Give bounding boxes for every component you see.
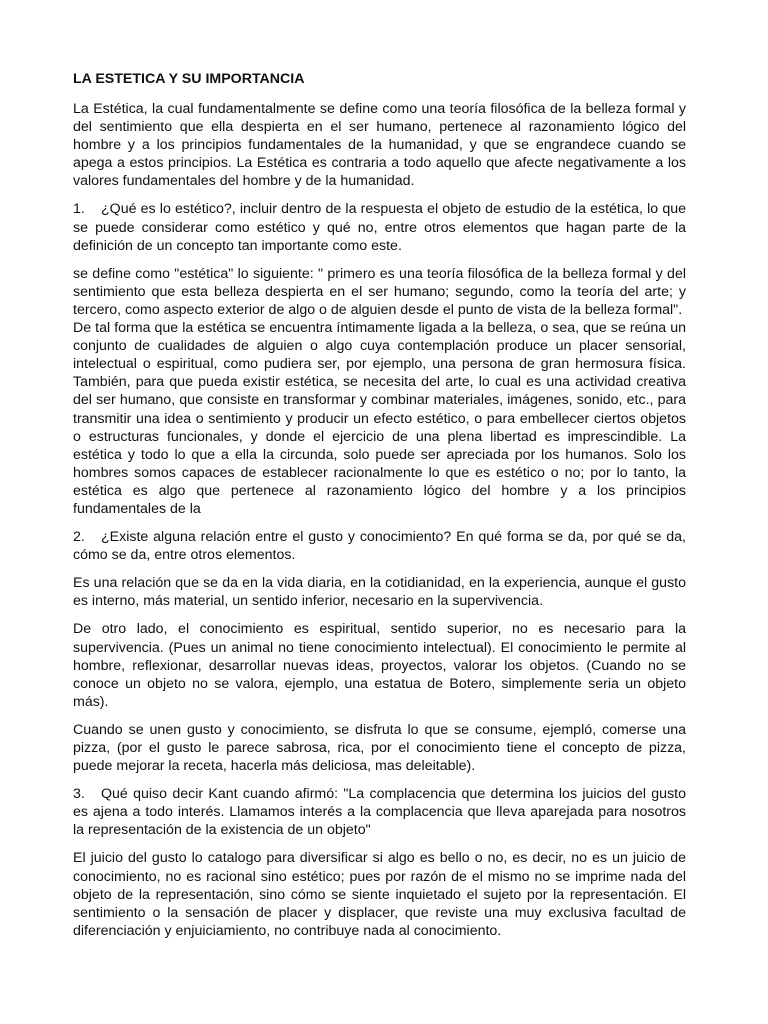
question-3-number: 3. bbox=[73, 786, 85, 803]
question-2-number: 2. bbox=[73, 529, 85, 546]
answer-2-paragraph-2: De otro lado, el conocimiento es espiritual, sentido superior, no es necesario para la supervivencia. (Pues un animal no tiene conocimiento intelectual). El conocimiento le permite al hombre, reflexionar, desarrollar nuevas ideas, proyectos, valorar los objetos. (Cuando no se conoce un objeto no se valora, ejemplo, una estatua de Botero, simplemente seria un objeto más). bbox=[73, 621, 686, 710]
question-1-number: 1. bbox=[73, 201, 85, 218]
document-title: LA ESTETICA Y SU IMPORTANCIA bbox=[73, 71, 305, 87]
question-2 bbox=[73, 528, 686, 564]
question-1-text: ¿Qué es lo estético?, incluir dentro de la respuesta el objeto de estudio de la estética, lo que se puede considerar como estético y qué no, entre otros elementos que hagan parte de la definición de un concepto tan importante como este. bbox=[73, 201, 686, 254]
answer-2-paragraph-3: Cuando se unen gusto y conocimiento, se disfruta lo que se consume, ejempló, comerse una pizza, (por el gusto le parece sabrosa, rica, por el conocimiento tiene el concepto de pizza, puede mejorar la receta, hacerla más deliciosa, mas deleitable). bbox=[73, 721, 686, 775]
answer-3-paragraph-1: El juicio del gusto lo catalogo para diversificar si algo es bello o no, es decir, no es un juicio de conocimiento, no es racional sino estético; pues por razón de el mismo no se imprime nada del objeto de la representación, sino cómo se siente inquietado el sujeto por la representación. El sentimiento o la sensación de placer y displacer, que reviste una muy exclusiva facultad de diferenciación y enjuiciamiento, no contribuye nada al conocimiento. bbox=[73, 850, 686, 939]
answer-2-paragraph-1: Es una relación que se da en la vida diaria, en la cotidianidad, en la experiencia, aunque el gusto es interno, más material, un sentido inferior, necesario en la supervivencia. bbox=[73, 575, 686, 610]
answer-1-quote: se define como "estética" lo siguiente: " primero es una teoría filosófica de la belleza formal y del sentimiento que esta belleza despierta en el ser humano; segundo, como la teoría del arte; y tercero, como aspecto exterior de algo o de alguien desde el punto de vista de la belleza formal". bbox=[73, 265, 686, 318]
question-3-text: Qué quiso decir Kant cuando afirmó: "La complacencia que determina los juicios del gusto es ajena a todo interés. Llamamos interés a la complacencia que lleva aparejada para nosotros la representación de la existencia de un objeto" bbox=[73, 786, 686, 839]
intro-paragraph: La Estética, la cual fundamentalmente se define como una teoría filosófica de la belleza formal y del sentimiento que ella despierta en el ser humano, pertenece al razonamiento lógico del hombre y a los principios fundamentales de la humanidad, y que se engrandece cuando se apega a estos principios. La Estética es contraria a todo aquello que afecte negativamente a los valores fundamentales del hombre y de la humanidad. bbox=[73, 101, 686, 190]
answer-1-body: De tal forma que la estética se encuentra íntimamente ligada a la belleza, o sea, que se reúna un conjunto de cualidades de alguien o algo cuya contemplación produce un placer sensorial, intelectual o espiritual, como pudiera ser, por ejemplo, una persona de gran hermosura física. También, para que pueda existir estética, se necesita del arte, lo cual es una actividad creativa del ser humano, que consiste en transformar y combinar materiales, imágenes, sonido, etc., para transmitir una idea o sentimiento y producir un efecto estético, o para embellecer ciertos objetos o estructuras funcionales, y donde el ejercicio de una plena libertad es imprescindible. La estética y todo lo que a ella la circunda, solo puede ser apreciada por los humanos. Solo los hombres somos capaces de establecer racionalmente lo que es estético o no; por lo tanto, la estética es algo que pertenece al razonamiento lógico del hombre y a los principios fundamentales de la bbox=[73, 320, 686, 517]
question-3 bbox=[73, 785, 686, 839]
question-2-text: ¿Existe alguna relación entre el gusto y conocimiento? En qué forma se da, por qué se da, cómo se da, entre otros elementos. bbox=[73, 529, 686, 564]
question-1 bbox=[73, 200, 686, 254]
